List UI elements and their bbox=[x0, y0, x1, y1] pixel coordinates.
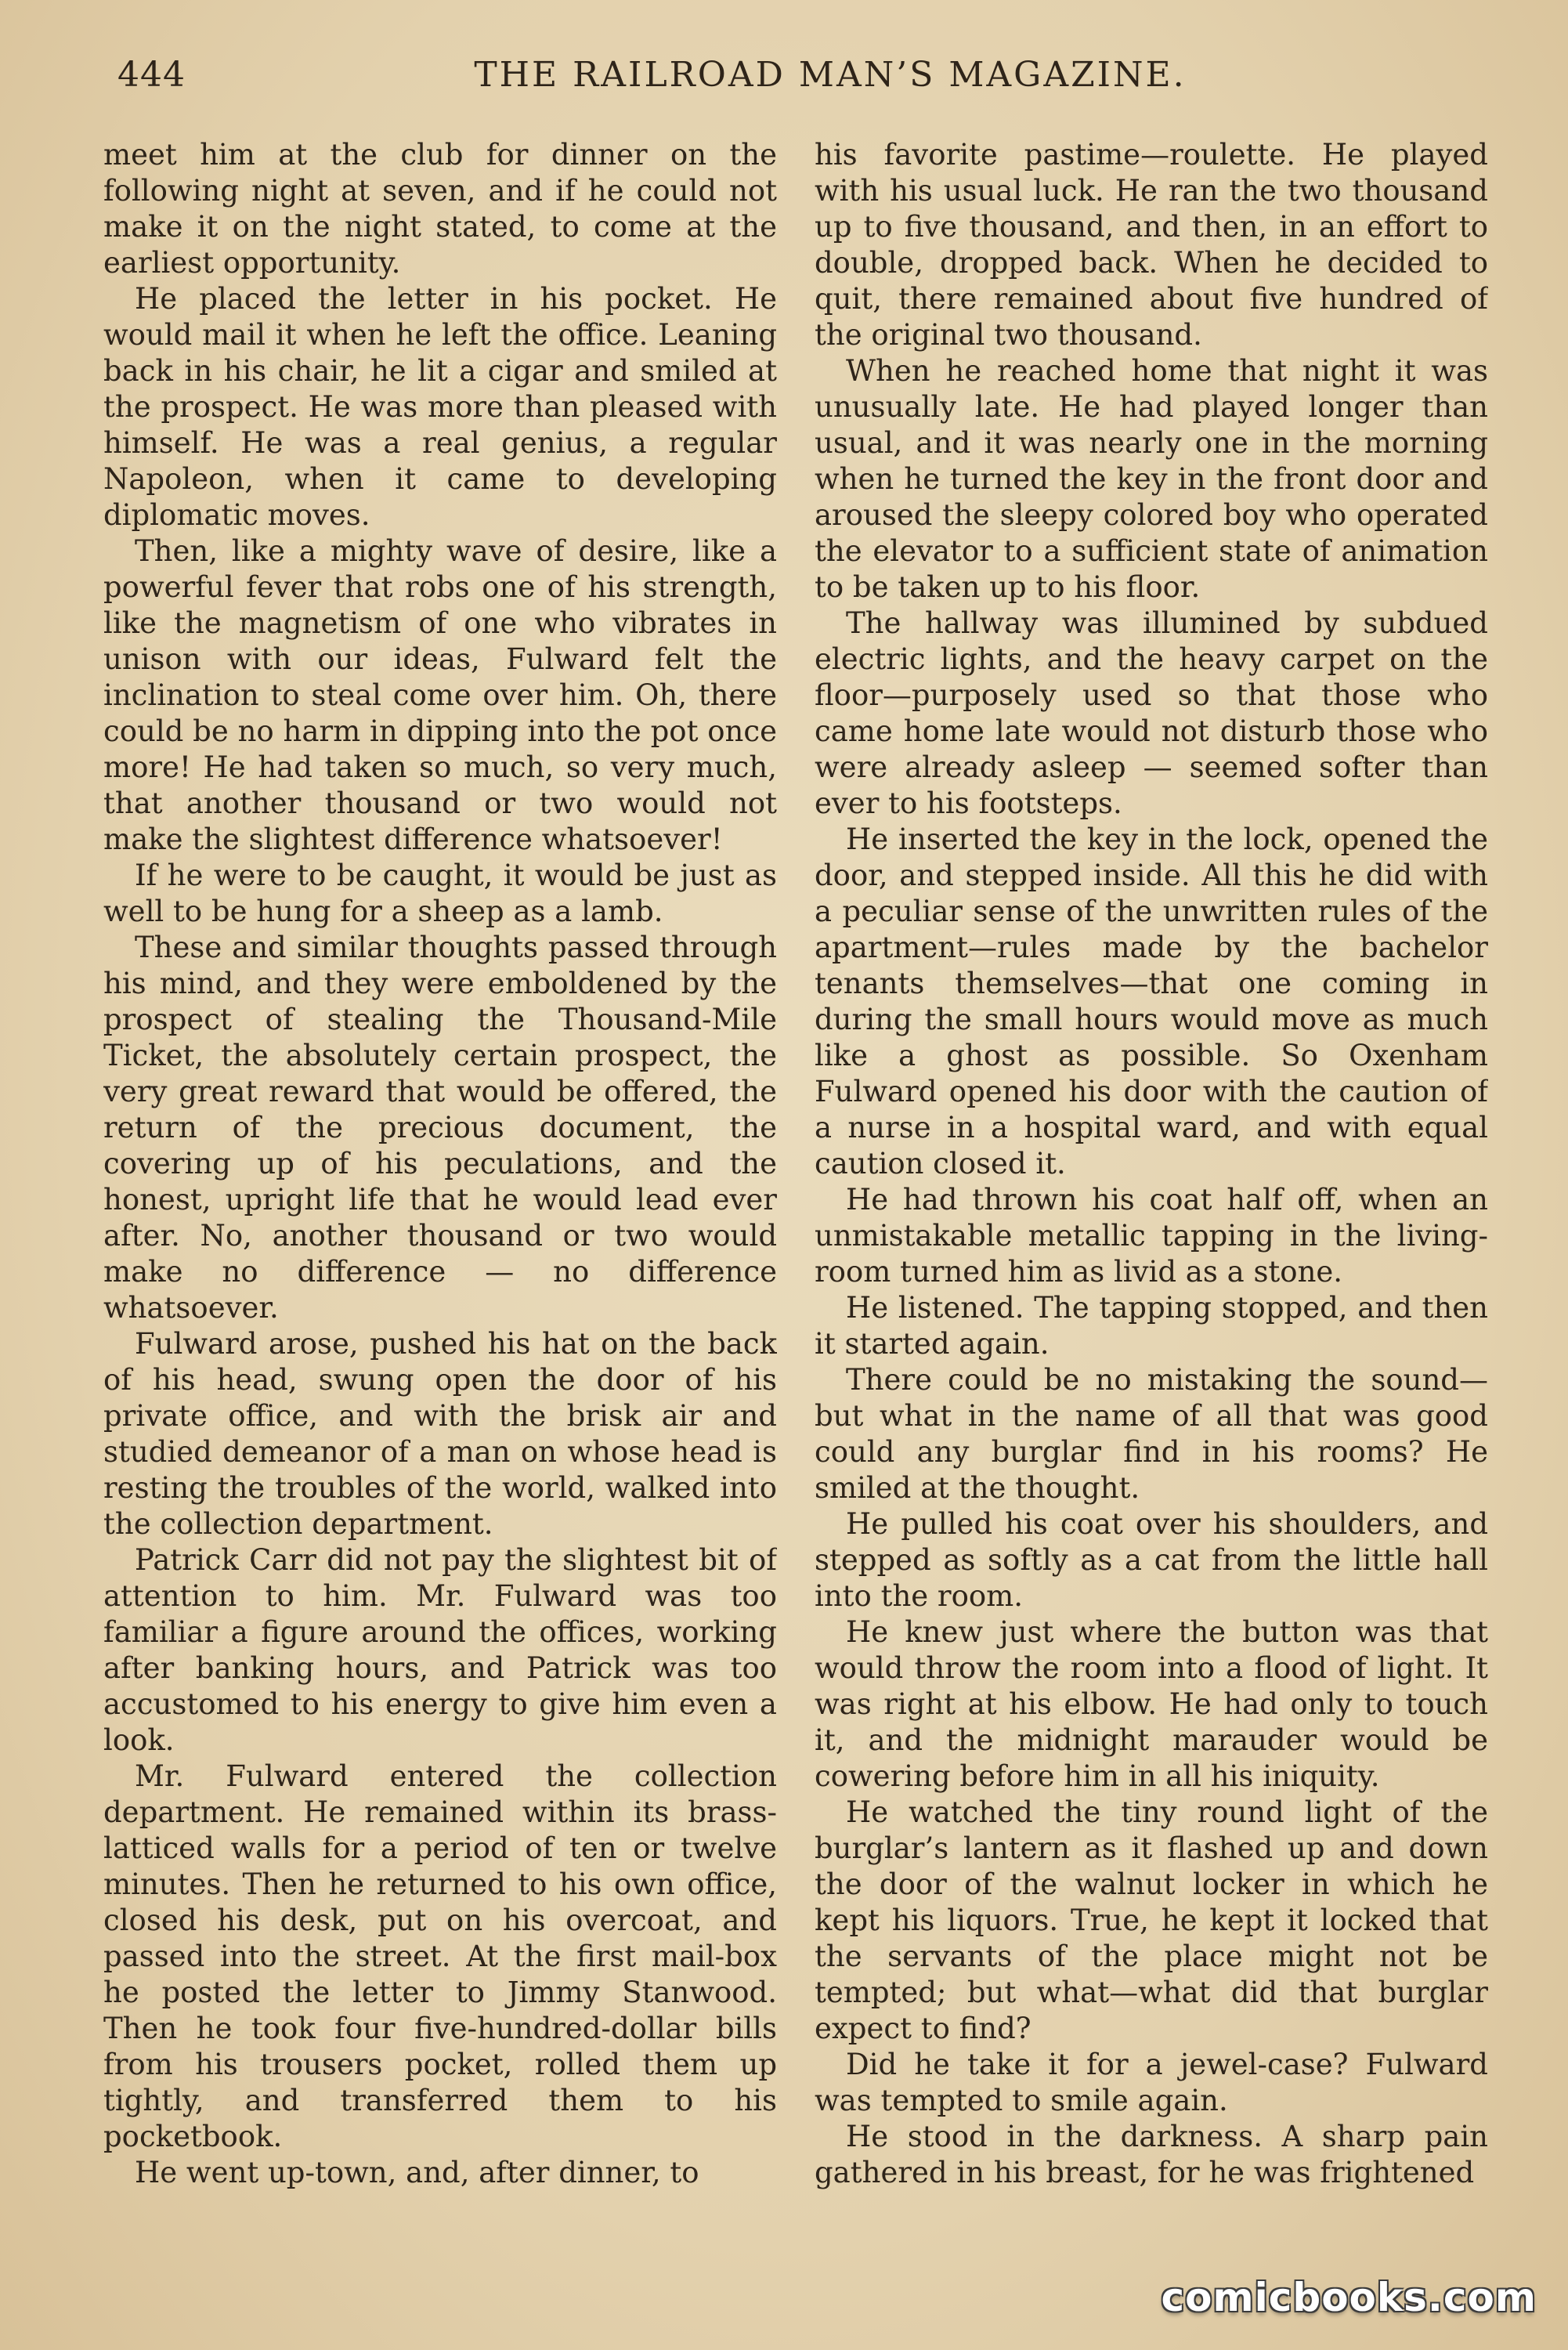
paragraph: Mr. Fulward entered the collection department. He remained within its brass-latticed walls for a period of ten or twelve minutes. Then he returned to his own office, closed his desk, put on his overcoat, and passed into the street. At the first mail-box he posted the letter to Jimmy Stanwood. Then he took four five-hundred-dollar bills from his trousers pocket, rolled them up tightly, and transferred them to his pocketbook. bbox=[103, 1759, 777, 2153]
watermark: comicbooks.com bbox=[1161, 2275, 1537, 2320]
paragraph: He went up-town, and, after dinner, to bbox=[135, 2156, 699, 2189]
paragraph: Patrick Carr did not pay the slightest bit of attention to him. Mr. Fulward was too familiar a figure around the offices, working after banking hours, and Patrick was too accustomed to his energy to give him even a look. bbox=[103, 1543, 777, 1757]
paragraph: He placed the letter in his pocket. He would mail it when he left the office. Leaning back in his chair, he lit a cigar and smiled at the prospect. He was more than pleased with himself. He was a real genius, a regular Napoleon, when it came to developing diplomatic moves. bbox=[103, 282, 777, 532]
paragraph: When he reached home that night it was unusually late. He had played longer than usual, and it was nearly one in the morning when he turned the key in the front door and aroused the sleepy colored boy who operated the elevator to a sufficient state of animation to be taken up to his floor. bbox=[815, 354, 1488, 604]
paragraph: He pulled his coat over his shoulders, and stepped as softly as a cat from the little hall into the room. bbox=[815, 1507, 1488, 1613]
paragraph: Did he take it for a jewel-case? Fulward was tempted to smile again. bbox=[815, 2048, 1488, 2117]
paragraph: He stood in the darkness. A sharp pain gathered in his breast, for he was frightened bbox=[815, 2120, 1488, 2189]
paragraph: He knew just where the button was that would throw the room into a flood of light. It was right at his elbow. He had only to touch it, and the midnight marauder would be cowering before him in all his iniquity. bbox=[815, 1615, 1488, 1793]
paragraph: The hallway was illumined by subdued electric lights, and the heavy carpet on the floor—purposely used so that those who came home late would not disturb those who were already asleep — seemed softer than ever to his footsteps. bbox=[815, 606, 1488, 820]
paragraph: his favorite pastime—roulette. He played with his usual luck. He ran the two thousand up to five thousand, and then, in an effort to double, dropped back. When he decided to quit, there remained about five hundred of the original two thousand. bbox=[815, 138, 1488, 352]
paragraph: There could be no mistaking the sound—but what in the name of all that was good could any burglar find in his rooms? He smiled at the thought. bbox=[815, 1363, 1488, 1505]
paragraph: meet him at the club for dinner on the following night at seven, and if he could not make it on the night stated, to come at the earliest opportunity. bbox=[103, 138, 777, 280]
paragraph: He watched the tiny round light of the burglar’s lantern as it flashed up and down the door of the walnut locker in which he kept his liquors. True, he kept it locked that the servants of the place might not be tempted; but what—what did that burglar expect to find? bbox=[815, 1795, 1488, 2045]
paragraph: Fulward arose, pushed his hat on the back of his head, swung open the door of his private office, and with the brisk air and studied demeanor of a man on whose head is resting the troubles of the world, walked into the collection department. bbox=[103, 1327, 777, 1541]
paragraph: He had thrown his coat half off, when an unmistakable metallic tapping in the living-room turned him as livid as a stone. bbox=[815, 1183, 1488, 1289]
page-number: 444 bbox=[117, 55, 186, 95]
right-column bbox=[815, 137, 1488, 2236]
left-column bbox=[103, 137, 777, 2236]
running-title: THE RAILROAD MAN’S MAGAZINE. bbox=[474, 55, 1187, 95]
paragraph: He listened. The tapping stopped, and then it started again. bbox=[815, 1291, 1488, 1361]
page-header bbox=[0, 55, 1568, 118]
paragraph: These and similar thoughts passed through his mind, and they were emboldened by the prospect of stealing the Thousand-Mile Ticket, the absolutely certain prospect, the very great reward that would be offered, the return of the precious document, the covering up of his peculations, and the honest, upright life that he would lead ever after. No, another thousand or two would make no difference — no difference whatsoever. bbox=[103, 931, 777, 1325]
paragraph: He inserted the key in the lock, opened the door, and stepped inside. All this he did with a peculiar sense of the unwritten rules of the apartment—rules made by the bachelor tenants themselves—that one coming in during the small hours would move as much like a ghost as possible. So Oxenham Fulward opened his door with the caution of a nurse in a hospital ward, and with equal caution closed it. bbox=[815, 822, 1488, 1180]
paragraph: If he were to be caught, it would be just as well to be hung for a sheep as a lamb. bbox=[103, 859, 777, 928]
paragraph: Then, like a mighty wave of desire, like a powerful fever that robs one of his strength, like the magnetism of one who vibrates in unison with our ideas, Fulward felt the inclination to steal come over him. Oh, there could be no harm in dipping into the pot once more! He had taken so much, so very much, that another thousand or two would not make the slightest difference whatsoever! bbox=[103, 534, 777, 856]
